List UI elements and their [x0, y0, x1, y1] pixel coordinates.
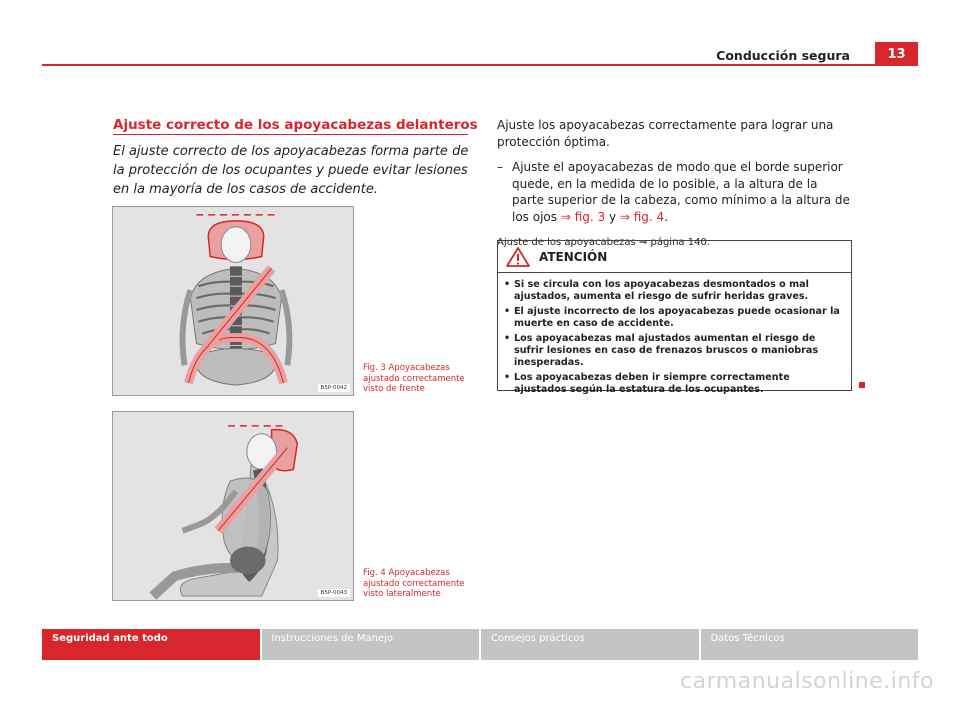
bullet: •: [504, 372, 511, 383]
step-content: [512, 159, 852, 225]
figure-front-view: [112, 206, 354, 396]
side-view-illustration: [113, 412, 353, 600]
watermark: carmanualsonline.info: [680, 669, 934, 694]
tab-seguridad[interactable]: Seguridad ante todo: [42, 629, 260, 660]
bullet: •: [504, 279, 511, 290]
warning-item: [504, 372, 845, 396]
section-end-marker: [859, 382, 865, 388]
section-rule: [113, 134, 468, 135]
bullet: •: [504, 306, 511, 317]
warning-item-text: Si se circula con los apoyacabezas desmontados o mal ajustados, aumenta el riesgo de sufrir heridas graves.: [514, 279, 809, 302]
section-title: Ajuste correcto de los apoyacabezas delanteros: [113, 117, 478, 133]
footer-nav: [42, 629, 918, 660]
warning-item: [504, 306, 845, 330]
header-rule: [42, 64, 918, 66]
body-paragraph: Ajuste los apoyacabezas correctamente para lograr una protección óptima.: [497, 118, 834, 149]
figure-4-caption: Fig. 4 Apoyacabezas ajustado correctamente visto lateralmente: [363, 568, 465, 599]
tab-datos-tecnicos[interactable]: Datos Técnicos: [701, 629, 919, 660]
figure-code: B5P-0042: [318, 384, 350, 392]
warning-header: [498, 241, 851, 273]
instruction-step: [497, 159, 852, 225]
warning-item-text: Los apoyacabezas mal ajustados aumentan el riesgo de sufrir lesiones en caso de frenazos bruscos o maniobras inesperadas.: [514, 333, 819, 368]
bullet: •: [504, 333, 511, 344]
step-dash: –: [497, 160, 503, 174]
figure-3-caption: Fig. 3 Apoyacabezas ajustado correctamente visto de frente: [363, 363, 465, 394]
step-end: .: [664, 209, 669, 224]
front-view-illustration: [113, 207, 353, 395]
fig-3-link[interactable]: ⇒ fig. 3: [560, 209, 606, 224]
tab-consejos[interactable]: Consejos prácticos: [481, 629, 699, 660]
warning-triangle-icon: [506, 247, 530, 267]
warning-item-text: El ajuste incorrecto de los apoyacabezas puede ocasionar la muerte en caso de accidente.: [514, 306, 840, 329]
section-intro: El ajuste correcto de los apoyacabezas forma parte de la protección de los ocupantes y puede evitar lesiones en la mayoría de los casos de accidente.: [113, 144, 469, 197]
step-text: Ajuste el apoyacabezas de modo que el borde superior quede, en la medida de lo posible, a la altura de la parte superior de la cabeza, como mínimo a la altura de los ojos: [512, 160, 850, 224]
fig-4-link[interactable]: ⇒ fig. 4: [619, 209, 665, 224]
warning-item: [504, 279, 845, 303]
reference-note: Ajuste de los apoyacabezas ⇒ página 140.: [497, 237, 710, 248]
warning-title: ATENCIÓN: [539, 249, 608, 264]
warning-item-text: Los apoyacabezas deben ir siempre correctamente ajustados según la estatura de los ocupantes.: [514, 372, 790, 395]
tab-instrucciones[interactable]: Instrucciones de Manejo: [262, 629, 480, 660]
warning-list: [498, 273, 851, 396]
page-number: 13: [875, 42, 918, 66]
warning-box: [497, 240, 852, 395]
figure-code: B5P-0043: [318, 589, 350, 597]
header-title: Conducción segura: [716, 48, 850, 63]
figure-side-view: [112, 411, 354, 601]
warning-item: [504, 333, 845, 369]
step-and: y: [605, 209, 620, 224]
